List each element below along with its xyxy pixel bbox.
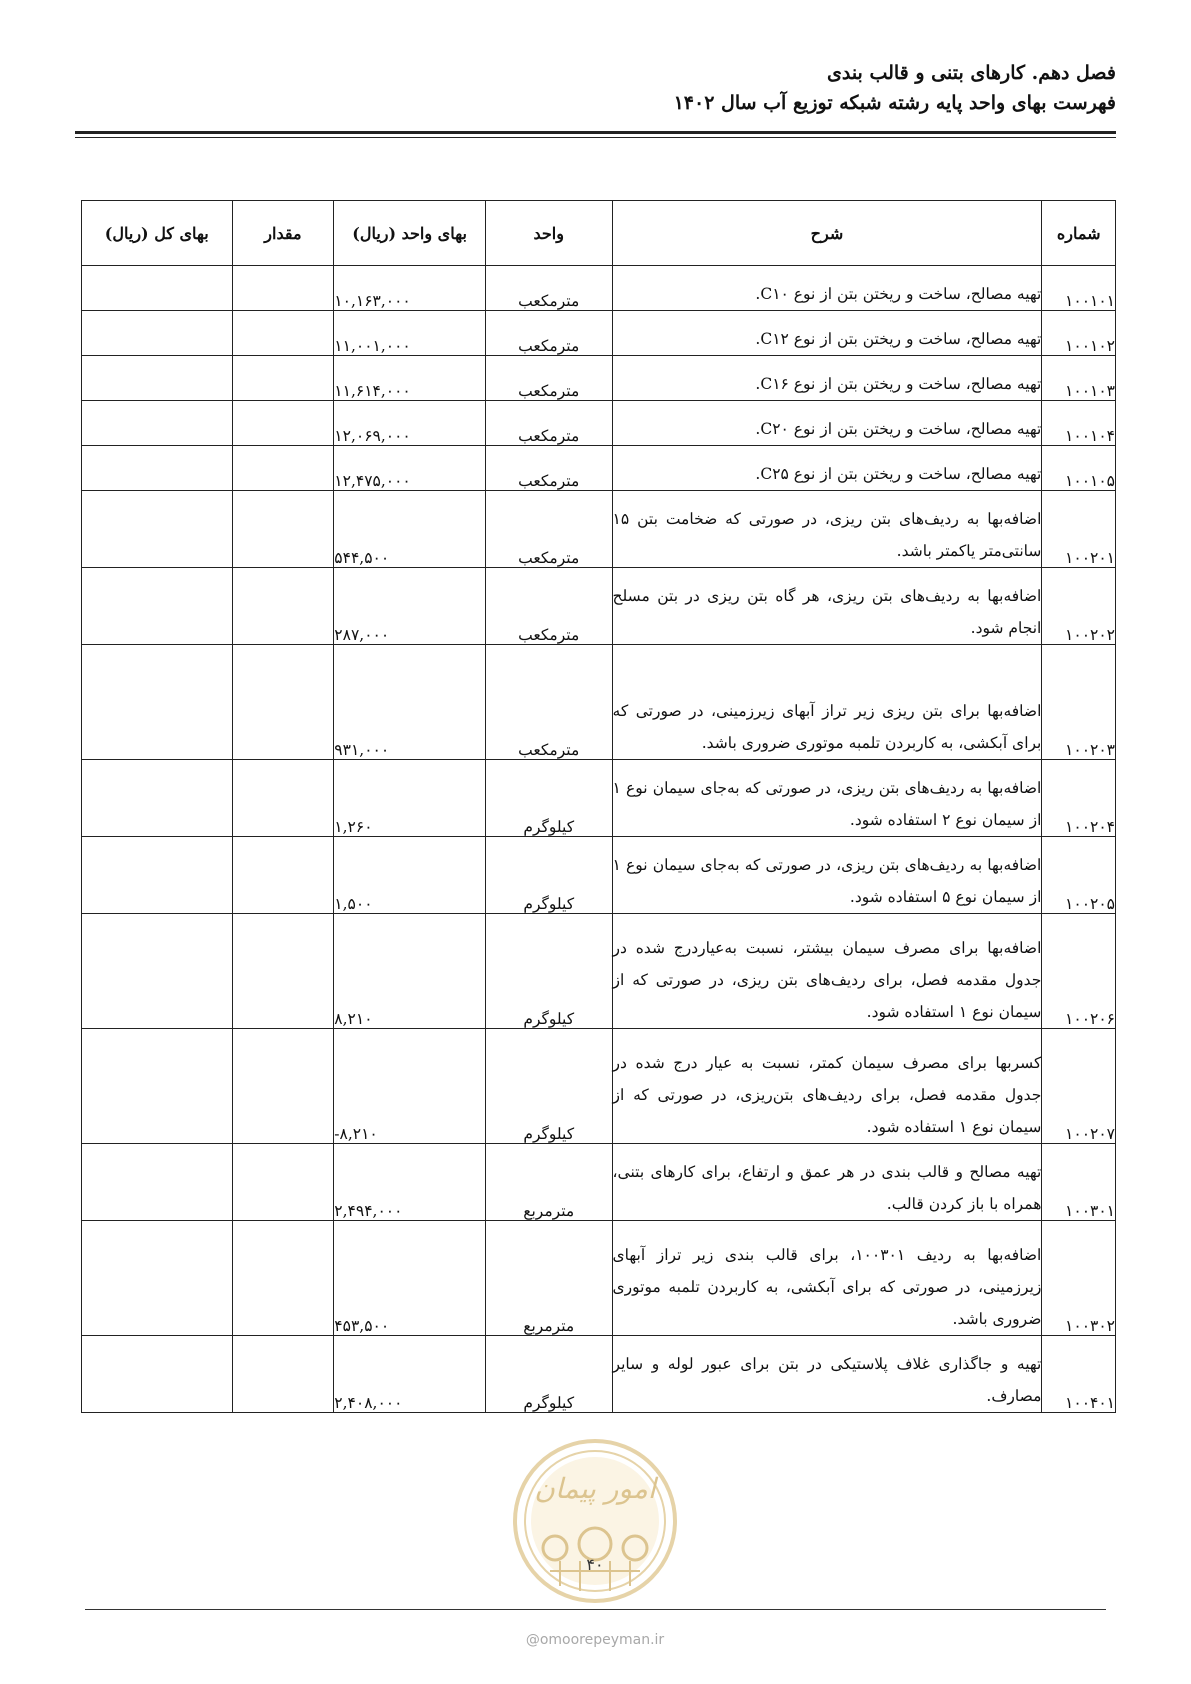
table-row [82, 266, 1116, 311]
row-description: تهیه مصالح، ساخت و ریختن بتن از نوع C۱۲. [612, 311, 1042, 356]
row-code: ۱۰۰۳۰۱ [1042, 1144, 1116, 1221]
header-rule-thin [75, 137, 1116, 138]
row-unit-price: ۱,۲۶۰ [334, 760, 486, 837]
row-total-price [82, 914, 233, 1029]
row-code: ۱۰۰۱۰۲ [1042, 311, 1116, 356]
row-quantity [232, 401, 334, 446]
row-unit-price: -۸,۲۱۰ [334, 1029, 486, 1144]
row-unit: مترمربع [485, 1221, 612, 1336]
col-header-unit-price: بهای واحد (ریال) [334, 201, 486, 266]
table-row [82, 837, 1116, 914]
table-row [82, 568, 1116, 645]
table-row [82, 645, 1116, 760]
row-total-price [82, 1221, 233, 1336]
row-description: اضافه‌بها به ردیف ۱۰۰۳۰۱، برای قالب بندی زیر تراز آبهای زیرزمینی، در صورتی که برای آبکشی، به کاربردن تلمبه موتوری ضروری باشد. [612, 1221, 1042, 1336]
row-unit: مترمکعب [485, 568, 612, 645]
row-quantity [232, 1221, 334, 1336]
row-quantity [232, 760, 334, 837]
row-description: اضافه‌بها برای بتن ریزی زیر تراز آبهای زیرزمینی، در صورتی که برای آبکشی، به کاربردن تلمبه موتوری ضروری باشد. [612, 645, 1042, 760]
row-total-price [82, 645, 233, 760]
row-quantity [232, 1029, 334, 1144]
row-unit-price: ۱۰,۱۶۳,۰۰۰ [334, 266, 486, 311]
row-code: ۱۰۰۱۰۴ [1042, 401, 1116, 446]
row-code: ۱۰۰۲۰۶ [1042, 914, 1116, 1029]
row-total-price [82, 837, 233, 914]
row-description: تهیه مصالح، ساخت و ریختن بتن از نوع C۲۵. [612, 446, 1042, 491]
row-unit: کیلوگرم [485, 1029, 612, 1144]
row-unit: مترمکعب [485, 645, 612, 760]
row-total-price [82, 1144, 233, 1221]
row-quantity [232, 491, 334, 568]
table-row [82, 760, 1116, 837]
row-unit-price: ۱۲,۴۷۵,۰۰۰ [334, 446, 486, 491]
row-description: تهیه مصالح، ساخت و ریختن بتن از نوع C۱۰. [612, 266, 1042, 311]
row-description: تهیه مصالح، ساخت و ریختن بتن از نوع C۲۰. [612, 401, 1042, 446]
table-header-row [82, 201, 1116, 266]
seal-logo [510, 1436, 680, 1606]
row-unit: کیلوگرم [485, 914, 612, 1029]
row-total-price [82, 1029, 233, 1144]
row-quantity [232, 311, 334, 356]
row-code: ۱۰۰۱۰۵ [1042, 446, 1116, 491]
table-row [82, 1336, 1116, 1413]
row-code: ۱۰۰۲۰۲ [1042, 568, 1116, 645]
table-row [82, 401, 1116, 446]
row-quantity [232, 266, 334, 311]
row-quantity [232, 837, 334, 914]
row-quantity [232, 568, 334, 645]
row-code: ۱۰۰۲۰۴ [1042, 760, 1116, 837]
row-quantity [232, 1144, 334, 1221]
col-header-code: شماره [1042, 201, 1116, 266]
row-total-price [82, 356, 233, 401]
table-row [82, 914, 1116, 1029]
chapter-title: فصل دهم. کارهای بتنی و قالب بندی [826, 62, 1116, 84]
row-quantity [232, 645, 334, 760]
row-unit: مترمربع [485, 1144, 612, 1221]
row-code: ۱۰۰۴۰۱ [1042, 1336, 1116, 1413]
table-row [82, 356, 1116, 401]
page-number: ۴۰ [586, 1555, 604, 1574]
row-total-price [82, 568, 233, 645]
row-total-price [82, 760, 233, 837]
table-row [82, 1144, 1116, 1221]
col-header-description: شرح [612, 201, 1042, 266]
row-unit-price: ۱,۵۰۰ [334, 837, 486, 914]
row-unit: مترمکعب [485, 356, 612, 401]
row-total-price [82, 401, 233, 446]
row-description: اضافه‌بها به ردیف‌های بتن ریزی، در صورتی که به‌جای سیمان نوع ۱ از سیمان نوع ۵ استفاده شود. [612, 837, 1042, 914]
row-description: اضافه‌بها برای مصرف سیمان بیشتر، نسبت به‌عیاردرج شده در جدول مقدمه فصل، برای ردیف‌های بتن ریزی، در صورتی که از سیمان نوع ۱ استفاده شود. [612, 914, 1042, 1029]
row-total-price [82, 491, 233, 568]
row-code: ۱۰۰۲۰۳ [1042, 645, 1116, 760]
page-header [75, 58, 1116, 118]
table-row [82, 446, 1116, 491]
row-unit-price: ۸,۲۱۰ [334, 914, 486, 1029]
row-code: ۱۰۰۲۰۵ [1042, 837, 1116, 914]
col-header-total-price: بهای کل (ریال) [82, 201, 233, 266]
row-unit: مترمکعب [485, 491, 612, 568]
row-description: تهیه و جاگذاری غلاف پلاستیکی در بتن برای عبور لوله و سایر مصارف. [612, 1336, 1042, 1413]
row-description: کسربها برای مصرف سیمان کمتر، نسبت به عیار درج شده در جدول مقدمه فصل، برای ردیف‌های بتن‌ریزی، در صورتی که از سیمان نوع ۱ استفاده شود. [612, 1029, 1042, 1144]
row-unit: کیلوگرم [485, 760, 612, 837]
row-code: ۱۰۰۳۰۲ [1042, 1221, 1116, 1336]
row-unit-price: ۲,۴۰۸,۰۰۰ [334, 1336, 486, 1413]
row-total-price [82, 446, 233, 491]
row-unit: کیلوگرم [485, 837, 612, 914]
row-unit-price: ۲,۴۹۴,۰۰۰ [334, 1144, 486, 1221]
row-code: ۱۰۰۲۰۷ [1042, 1029, 1116, 1144]
row-total-price [82, 311, 233, 356]
row-code: ۱۰۰۱۰۳ [1042, 356, 1116, 401]
row-quantity [232, 356, 334, 401]
table-row [82, 1029, 1116, 1144]
row-code: ۱۰۰۱۰۱ [1042, 266, 1116, 311]
row-quantity [232, 914, 334, 1029]
watermark-text: @omoorepeyman.ir [525, 1632, 665, 1648]
row-description: اضافه‌بها به ردیف‌های بتن ریزی، هر گاه بتن ریزی در بتن مسلح انجام شود. [612, 568, 1042, 645]
footer-rule [85, 1609, 1106, 1610]
row-unit: مترمکعب [485, 446, 612, 491]
row-description: تهیه مصالح و قالب بندی در هر عمق و ارتفاع، برای کارهای بتنی، همراه با باز کردن قالب. [612, 1144, 1042, 1221]
row-unit: مترمکعب [485, 266, 612, 311]
table-row [82, 311, 1116, 356]
seal-text: امور پیمان [534, 1472, 656, 1505]
row-unit-price: ۱۱,۶۱۴,۰۰۰ [334, 356, 486, 401]
price-table [81, 200, 1116, 1413]
row-unit-price: ۲۸۷,۰۰۰ [334, 568, 486, 645]
table-row [82, 491, 1116, 568]
row-total-price [82, 1336, 233, 1413]
row-unit: کیلوگرم [485, 1336, 612, 1413]
row-unit-price: ۵۴۴,۵۰۰ [334, 491, 486, 568]
row-total-price [82, 266, 233, 311]
row-description: اضافه‌بها به ردیف‌های بتن ریزی، در صورتی که ضخامت بتن ۱۵ سانتی‌متر یاکمتر باشد. [612, 491, 1042, 568]
row-description: تهیه مصالح، ساخت و ریختن بتن از نوع C۱۶. [612, 356, 1042, 401]
row-unit-price: ۱۱,۰۰۱,۰۰۰ [334, 311, 486, 356]
header-rule-thick [75, 131, 1116, 134]
col-header-quantity: مقدار [232, 201, 334, 266]
row-unit-price: ۹۳۱,۰۰۰ [334, 645, 486, 760]
row-unit: مترمکعب [485, 311, 612, 356]
document-title: فهرست بهای واحد پایه رشته شبکه توزیع آب سال ۱۴۰۲ [673, 92, 1116, 114]
row-quantity [232, 1336, 334, 1413]
row-unit: مترمکعب [485, 401, 612, 446]
table-row [82, 1221, 1116, 1336]
col-header-unit: واحد [485, 201, 612, 266]
row-quantity [232, 446, 334, 491]
row-code: ۱۰۰۲۰۱ [1042, 491, 1116, 568]
row-description: اضافه‌بها به ردیف‌های بتن ریزی، در صورتی که به‌جای سیمان نوع ۱ از سیمان نوع ۲ استفاده شود. [612, 760, 1042, 837]
row-unit-price: ۱۲,۰۶۹,۰۰۰ [334, 401, 486, 446]
row-unit-price: ۴۵۳,۵۰۰ [334, 1221, 486, 1336]
